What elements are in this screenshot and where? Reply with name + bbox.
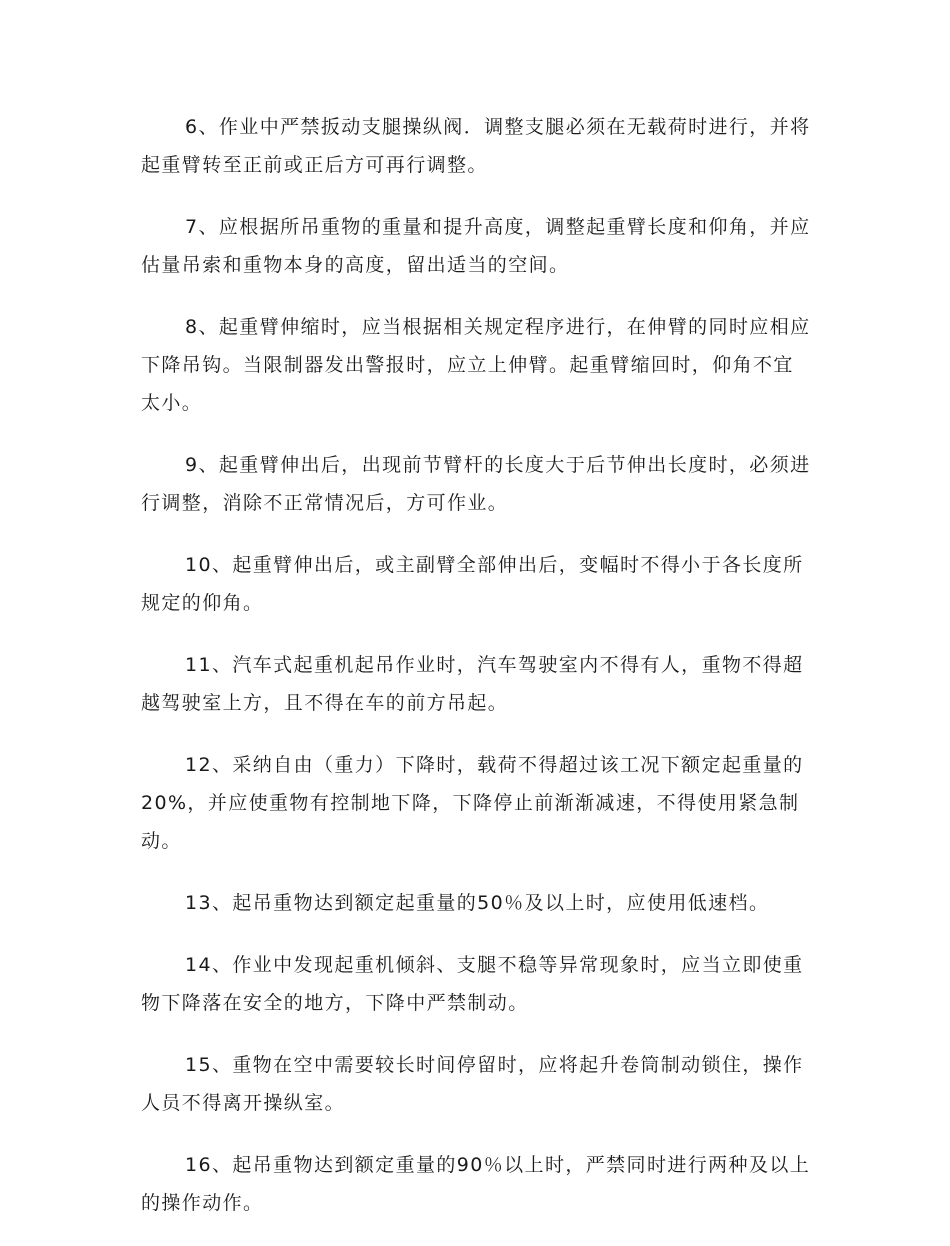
paragraph-item-8: 8、起重臂伸缩时，应当根据相关规定程序进行，在伸臂的同时应相应下降吊钩。当限制器发出警报时，应立上伸臂。起重臂缩回时，仰角不宜太小。 — [141, 316, 811, 414]
paragraph-item-7: 7、应根据所吊重物的重量和提升高度，调整起重臂长度和仰角，并应估量吊索和重物本身的高度，留出适当的空间。 — [141, 216, 811, 276]
paragraph-item-16: 16、起吊重物达到额定重量的90％以上时，严禁同时进行两种及以上的操作动作。 — [141, 1154, 811, 1214]
paragraph-item-11: 11、汽车式起重机起吊作业时，汽车驾驶室内不得有人，重物不得超越驾驶室上方，且不得在车的前方吊起。 — [141, 654, 804, 714]
paragraph-item-13: 13、起吊重物达到额定起重量的50％及以上时，应使用低速档。 — [185, 892, 770, 914]
paragraph-item-10: 10、起重臂伸出后，或主副臂全部伸出后，变幅时不得小于各长度所规定的仰角。 — [141, 554, 804, 614]
paragraph-item-14: 14、作业中发现起重机倾斜、支腿不稳等异常现象时，应当立即使重物下降落在安全的地方，下降中严禁制动。 — [141, 954, 804, 1014]
document-body — [141, 108, 813, 1246]
paragraph-item-12: 12、采纳自由（重力）下降时，载荷不得超过该工况下额定起重量的20%，并应使重物有控制地下降，下降停止前渐渐减速，不得使用紧急制动。 — [141, 754, 804, 852]
paragraph-item-6: 6、作业中严禁扳动支腿操纵阀．调整支腿必须在无载荷时进行，并将起重臂转至正前或正后方可再行调整。 — [141, 116, 811, 176]
paragraph-item-15: 15、重物在空中需要较长时间停留时，应将起升卷筒制动锁住，操作人员不得离开操纵室。 — [141, 1054, 804, 1114]
paragraph-item-9: 9、起重臂伸出后，出现前节臂杆的长度大于后节伸出长度时，必须进行调整，消除不正常情况后，方可作业。 — [141, 454, 811, 514]
